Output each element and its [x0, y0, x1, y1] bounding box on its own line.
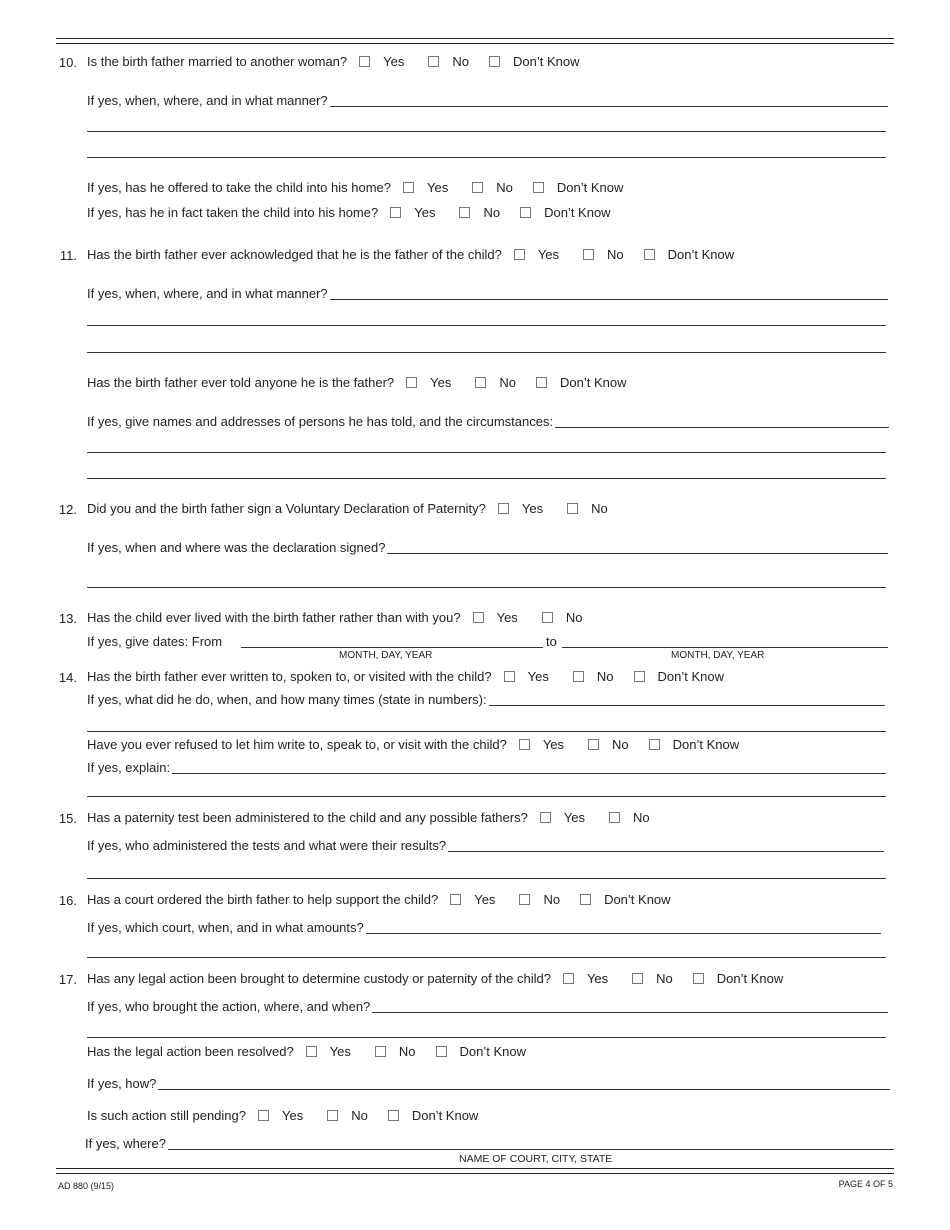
q17-court-hint: NAME OF COURT, CITY, STATE	[459, 1153, 613, 1165]
q10-taken-question	[87, 205, 611, 220]
q10-offered-question	[87, 180, 623, 195]
dk-label: Don’t Know	[667, 247, 735, 262]
yes-label: Yes	[496, 610, 518, 625]
yes-label: Yes	[474, 892, 496, 907]
q11-no-checkbox[interactable]	[583, 249, 594, 260]
q17-where-label: If yes, where?	[85, 1136, 166, 1151]
q13-dates-label: If yes, give dates: From	[87, 634, 223, 649]
dk-label: Don’t Know	[556, 180, 624, 195]
q17-how-field[interactable]	[87, 1076, 890, 1091]
q14-number: 14.	[58, 670, 77, 685]
q16-text: Has a court ordered the birth father to help support the child?	[87, 892, 439, 907]
q11-told-yes-checkbox[interactable]	[406, 377, 417, 388]
yes-label: Yes	[281, 1108, 304, 1123]
q10-line-2[interactable]	[87, 157, 886, 158]
yes-label: Yes	[414, 205, 436, 220]
q13-question	[87, 610, 582, 625]
no-label: No	[565, 610, 583, 625]
q10-number: 10.	[58, 55, 77, 70]
q17-no-checkbox[interactable]	[632, 973, 643, 984]
q13-number: 13.	[58, 611, 77, 626]
dk-label: Don’t Know	[657, 669, 724, 684]
no-label: No	[452, 54, 469, 69]
no-label: No	[596, 669, 614, 684]
q10-details-field[interactable]	[87, 93, 888, 108]
no-label: No	[398, 1044, 416, 1059]
q15-yes-checkbox[interactable]	[540, 812, 551, 823]
q13-from-field[interactable]	[241, 647, 543, 648]
q16-number: 16.	[58, 893, 77, 908]
q14-refused-text: Have you ever refused to let him write to, speak to, or visit with the child?	[87, 737, 507, 752]
q10-taken-yes-checkbox[interactable]	[390, 207, 401, 218]
q14-text: Has the birth father ever written to, spoken to, or visited with the child?	[87, 669, 492, 684]
no-label: No	[607, 247, 624, 262]
q11-line-2[interactable]	[87, 352, 886, 353]
q11-question	[87, 247, 734, 262]
no-label: No	[483, 205, 501, 220]
q15-details-label: If yes, who administered the tests and what were their results?	[87, 838, 447, 853]
q10-offered-no-checkbox[interactable]	[472, 182, 483, 193]
q10-offered-yes-checkbox[interactable]	[403, 182, 414, 193]
q14-refused-yes-checkbox[interactable]	[519, 739, 530, 750]
q11-line-3[interactable]	[87, 452, 886, 453]
q17-text: Has any legal action been brought to determine custody or paternity of the child?	[87, 971, 551, 986]
q17-dk-checkbox[interactable]	[693, 973, 704, 984]
q14-line-1[interactable]	[87, 731, 886, 732]
no-label: No	[612, 737, 629, 752]
q12-number: 12.	[58, 502, 77, 517]
q14-explain-field[interactable]	[87, 760, 886, 775]
yes-label: Yes	[542, 737, 565, 752]
q15-text: Has a paternity test been administered to the child and any possible fathers?	[87, 810, 528, 825]
yes-label: Yes	[563, 810, 586, 825]
yes-label: Yes	[383, 54, 405, 69]
no-label: No	[633, 810, 650, 825]
no-label: No	[351, 1108, 368, 1123]
q12-line-1[interactable]	[87, 587, 886, 588]
q17-where-field[interactable]	[85, 1136, 894, 1151]
q16-question	[87, 892, 671, 907]
q15-number: 15.	[58, 811, 77, 826]
q10-details-label: If yes, when, where, and in what manner?	[87, 93, 328, 108]
q11-told-dk-checkbox[interactable]	[536, 377, 547, 388]
form-number: AD 880 (9/15)	[58, 1181, 115, 1191]
yes-label: Yes	[527, 669, 549, 684]
q15-line-1[interactable]	[87, 878, 886, 879]
q14-dk-checkbox[interactable]	[634, 671, 645, 682]
yes-label: Yes	[430, 375, 452, 390]
q14-details-label: If yes, what did he do, when, and how many times (state in numbers):	[87, 692, 487, 707]
q11-details-field[interactable]	[87, 286, 888, 301]
q17-question	[87, 971, 783, 986]
q17-number: 17.	[58, 972, 77, 987]
q12-no-checkbox[interactable]	[567, 503, 578, 514]
q10-taken-dk-checkbox[interactable]	[520, 207, 531, 218]
dk-label: Don’t Know	[559, 375, 627, 390]
q17-how-label: If yes, how?	[87, 1076, 157, 1091]
q16-details-label: If yes, which court, when, and in what amounts?	[87, 920, 364, 935]
q11-number: 11.	[59, 248, 77, 263]
q16-line-1[interactable]	[87, 957, 886, 958]
q14-refused-dk-checkbox[interactable]	[649, 739, 660, 750]
q11-told-text: Has the birth father ever told anyone he is the father?	[87, 375, 395, 390]
q15-question	[87, 810, 650, 825]
dk-label: Don’t Know	[544, 205, 611, 220]
no-label: No	[656, 971, 673, 986]
q10-dk-checkbox[interactable]	[489, 56, 500, 67]
q10-yes-checkbox[interactable]	[359, 56, 370, 67]
dk-label: Don’t Know	[411, 1108, 479, 1123]
q11-line-4[interactable]	[87, 478, 886, 479]
top-rule	[56, 38, 894, 44]
q14-line-2[interactable]	[87, 796, 886, 797]
q10-line-1[interactable]	[87, 131, 886, 132]
no-label: No	[591, 501, 608, 516]
page-number: PAGE 4 OF 5	[838, 1179, 893, 1189]
q17-resolved-text: Has the legal action been resolved?	[87, 1044, 294, 1059]
q11-names-field[interactable]	[87, 414, 889, 429]
yes-label: Yes	[521, 501, 544, 516]
dk-label: Don’t Know	[512, 54, 580, 69]
q11-told-question	[87, 375, 626, 390]
q14-yes-checkbox[interactable]	[504, 671, 515, 682]
q11-details-label: If yes, when, where, and in what manner?	[87, 286, 328, 301]
bottom-rule	[56, 1168, 894, 1174]
q17-details-label: If yes, who brought the action, where, and when?	[87, 999, 371, 1014]
no-label: No	[499, 375, 516, 390]
q14-no-checkbox[interactable]	[573, 671, 584, 682]
q13-to-hint: MONTH, DAY, YEAR	[671, 650, 765, 661]
q14-refused-no-checkbox[interactable]	[588, 739, 599, 750]
q10-taken-text: If yes, has he in fact taken the child into his home?	[87, 205, 379, 220]
q13-text: Has the child ever lived with the birth father rather than with you?	[87, 610, 461, 625]
q14-details-field[interactable]	[87, 692, 885, 707]
q11-dk-checkbox[interactable]	[644, 249, 655, 260]
no-label: No	[496, 180, 513, 195]
q17-pending-dk-checkbox[interactable]	[388, 1110, 399, 1121]
no-label: No	[543, 892, 561, 907]
yes-label: Yes	[586, 971, 609, 986]
q12-details-label: If yes, when and where was the declaration signed?	[87, 540, 386, 555]
q16-no-checkbox[interactable]	[519, 894, 530, 905]
q13-to-label: to	[546, 634, 557, 649]
dk-label: Don’t Know	[672, 737, 740, 752]
q17-line-1[interactable]	[87, 1037, 886, 1038]
q13-no-checkbox[interactable]	[542, 612, 553, 623]
q17-pending-yes-checkbox[interactable]	[258, 1110, 269, 1121]
q13-to-field[interactable]	[562, 647, 888, 648]
q14-question	[87, 669, 724, 684]
q17-details-field[interactable]	[87, 999, 888, 1014]
q16-dk-checkbox[interactable]	[580, 894, 591, 905]
q10-no-checkbox[interactable]	[428, 56, 439, 67]
q11-text: Has the birth father ever acknowledged that he is the father of the child?	[87, 247, 502, 262]
q17-resolved-dk-checkbox[interactable]	[436, 1046, 447, 1057]
dk-label: Don’t Know	[716, 971, 784, 986]
q10-question	[87, 54, 579, 69]
q17-resolved-question	[87, 1044, 526, 1059]
q17-resolved-no-checkbox[interactable]	[375, 1046, 386, 1057]
dk-label: Don’t Know	[459, 1044, 527, 1059]
q11-line-1[interactable]	[87, 325, 886, 326]
q12-yes-checkbox[interactable]	[498, 503, 509, 514]
q12-text: Did you and the birth father sign a Voluntary Declaration of Paternity?	[87, 501, 486, 516]
q11-yes-checkbox[interactable]	[514, 249, 525, 260]
q17-pending-text: Is such action still pending?	[87, 1108, 246, 1123]
q17-pending-no-checkbox[interactable]	[327, 1110, 338, 1121]
q13-from-hint: MONTH, DAY, YEAR	[339, 650, 433, 661]
q10-taken-no-checkbox[interactable]	[459, 207, 470, 218]
q16-yes-checkbox[interactable]	[450, 894, 461, 905]
yes-label: Yes	[537, 247, 560, 262]
q15-details-field[interactable]	[87, 838, 884, 853]
q14-refused-question	[87, 737, 739, 752]
q17-pending-question	[87, 1108, 478, 1123]
q15-no-checkbox[interactable]	[609, 812, 620, 823]
q12-details-field[interactable]	[87, 540, 888, 555]
yes-label: Yes	[329, 1044, 351, 1059]
q17-yes-checkbox[interactable]	[563, 973, 574, 984]
q10-text: Is the birth father married to another woman?	[87, 54, 348, 69]
q10-offered-text: If yes, has he offered to take the child into his home?	[87, 180, 392, 195]
q11-told-no-checkbox[interactable]	[475, 377, 486, 388]
q12-question	[87, 501, 608, 516]
q14-explain-label: If yes, explain:	[87, 760, 171, 775]
q16-details-field[interactable]	[87, 920, 881, 935]
q13-yes-checkbox[interactable]	[473, 612, 484, 623]
q17-resolved-yes-checkbox[interactable]	[306, 1046, 317, 1057]
q10-offered-dk-checkbox[interactable]	[533, 182, 544, 193]
yes-label: Yes	[427, 180, 449, 195]
dk-label: Don’t Know	[604, 892, 671, 907]
q11-names-label: If yes, give names and addresses of persons he has told, and the circumstances:	[87, 414, 554, 429]
